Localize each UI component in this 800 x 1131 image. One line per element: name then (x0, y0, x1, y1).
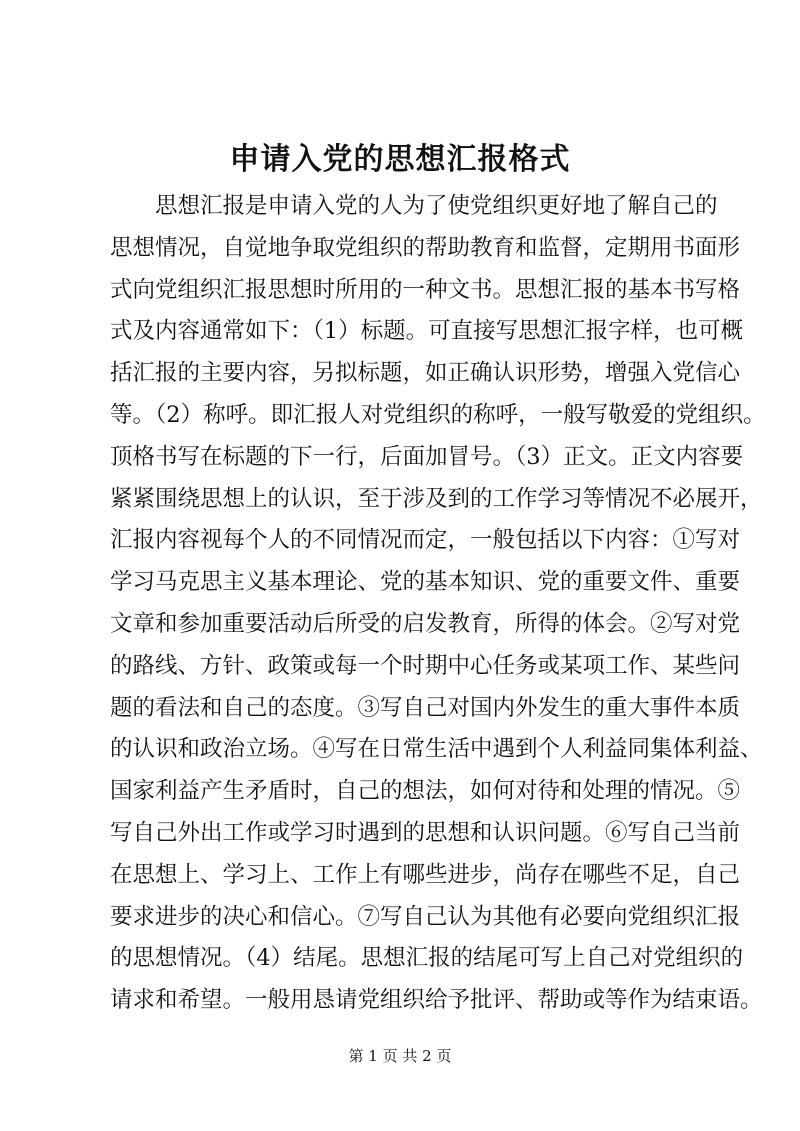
body-line: 的认识和政治立场。④写在日常生活中遇到个人利益同集体利益、 (110, 736, 763, 763)
document-body (110, 186, 766, 1022)
document-title: 申请入党的思想汇报格式 (229, 142, 571, 177)
body-line: 题的看法和自己的态度。③写自己对国内外发生的重大事件本质 (110, 694, 741, 721)
body-line: 汇报内容视每个人的不同情况而定，一般包括以下内容：①写对 (110, 527, 741, 554)
body-line: 请求和希望。一般用恳请党组织给予批评、帮助或等作为结束语。 (110, 987, 763, 1014)
body-line: 的路线、方针、政策或每一个时期中心任务或某项工作、某些问 (110, 652, 741, 679)
body-line: 式向党组织汇报思想时所用的一种文书。思想汇报的基本书写格 (110, 276, 741, 303)
body-line: 的思想情况。（4）结尾。思想汇报的结尾可写上自己对党组织的 (110, 945, 744, 972)
body-line: 思想汇报是申请入党的人为了使党组织更好地了解自己的 (155, 193, 718, 219)
body-line: 学习马克思主义基本理论、党的基本知识、党的重要文件、重要 (110, 569, 741, 596)
body-line: 等。（2）称呼。即汇报人对党组织的称呼，一般写敬爱的党组织。 (110, 401, 766, 428)
body-line: 要求进步的决心和信心。⑦写自己认为其他有必要向党组织汇报 (110, 903, 741, 930)
body-line: 写自己外出工作或学习时遇到的思想和认识问题。⑥写自己当前 (110, 819, 741, 846)
body-line: 式及内容通常如下：（1）标题。可直接写思想汇报字样，也可概 (110, 318, 744, 345)
body-line: 国家利益产生矛盾时，自己的想法，如何对待和处理的情况。⑤ (110, 778, 741, 805)
body-line: 在思想上、学习上、工作上有哪些进步，尚存在哪些不足，自己 (110, 861, 741, 888)
body-line: 顶格书写在标题的下一行，后面加冒号。（3）正文。正文内容要 (110, 443, 744, 470)
body-line: 思想情况，自觉地争取党组织的帮助教育和监督，定期用书面形 (110, 234, 741, 261)
body-line: 括汇报的主要内容，另拟标题，如正确认识形势，增强入党信心 (110, 360, 741, 387)
body-line: 文章和参加重要活动后所受的启发教育，所得的体会。②写对党 (110, 610, 741, 637)
body-line: 紧紧围绕思想上的认识，至于涉及到的工作学习等情况不必展开， (110, 485, 763, 512)
page-number-footer: 第 1 页 共 2 页 (348, 1047, 452, 1065)
